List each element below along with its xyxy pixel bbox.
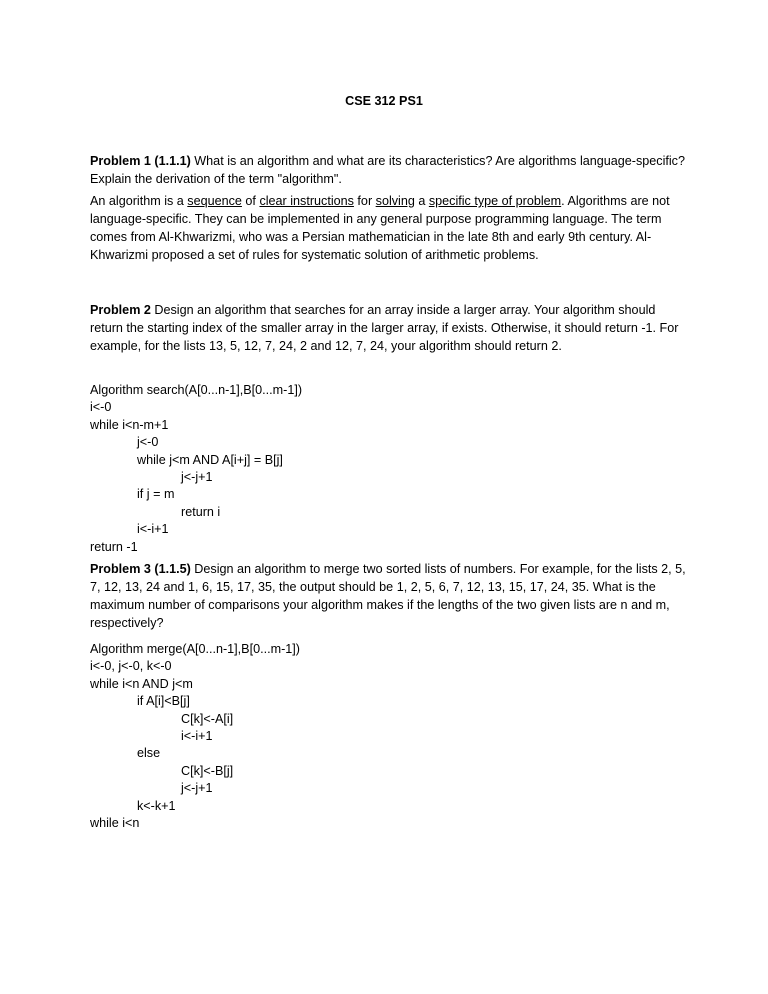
problem-3-pseudocode <box>90 641 300 832</box>
problem-3-label: Problem 3 (1.1.5) <box>90 562 191 576</box>
code-line: else <box>137 746 161 761</box>
underlined-text: solving <box>375 194 415 208</box>
answer-text: a <box>414 194 429 208</box>
code-line: j<-j+1 <box>181 470 213 485</box>
underlined-text: clear instructions <box>259 194 354 208</box>
underlined-text: sequence <box>187 194 242 208</box>
code-line: while i<n AND j<m <box>90 676 193 691</box>
code-line: C[k]<-A[i] <box>181 711 234 726</box>
code-line: i<-0 <box>90 400 112 415</box>
problem-3-text: Design an algorithm to merge two sorted lists of numbers. For example, for the lists 2, 5, 7, 12, 13, 24 and 1, 6, 15, 17, 35, the output should be 1, 2, 5, 6, 7, 12, 13, 15, 17, 24, 35. What is the maximum number of comparisons your algorithm makes if the lengths of the two given lists are n and m, respectively? <box>90 562 686 630</box>
code-line: if j = m <box>137 487 175 502</box>
code-line: i<-0, j<-0, k<-0 <box>90 659 172 674</box>
problem-3-question <box>90 560 690 632</box>
document-title: CSE 312 PS1 <box>345 94 423 108</box>
problem-2-label: Problem 2 <box>90 303 151 317</box>
answer-text: for <box>353 194 376 208</box>
code-line: i<-i+1 <box>181 729 213 744</box>
problem-1-answer <box>90 192 690 264</box>
code-line: C[k]<-B[j] <box>181 763 234 778</box>
problem-1-question <box>90 152 690 188</box>
problem-1-label: Problem 1 (1.1.1) <box>90 154 191 168</box>
code-line: i<-i+1 <box>137 522 169 537</box>
answer-text: . Algorithms are not language-specific. They can be implemented in any general purpose programming language. The term comes from Al-Khwarizmi, who was a Persian mathematician in the late 8th and early 9th century. Al-Khwarizmi proposed a set of rules for systematic solution of arithmetic problems. <box>90 194 670 262</box>
code-line: return -1 <box>90 539 138 554</box>
answer-text: An algorithm is a <box>90 194 188 208</box>
code-line: j<-0 <box>137 435 159 450</box>
answer-text: of <box>241 194 260 208</box>
code-line: Algorithm merge(A[0...n-1],B[0...m-1]) <box>90 642 300 656</box>
problem-2-text: Design an algorithm that searches for an array inside a larger array. Your algorithm should return the starting index of the smaller array in the larger array, if exists. Otherwise, it should return -1. For example, for the lists 13, 5, 12, 7, 24, 2 and 12, 7, 24, your algorithm should return 2. <box>90 303 679 353</box>
problem-2-pseudocode <box>90 382 302 556</box>
code-line: while i<n-m+1 <box>90 417 169 432</box>
code-line: if A[i]<B[j] <box>137 694 190 709</box>
code-line: Algorithm search(A[0...n-1],B[0...m-1]) <box>90 383 303 397</box>
code-line: return i <box>181 504 221 519</box>
problem-2-question <box>90 301 690 355</box>
code-line: while j<m AND A[i+j] = B[j] <box>137 452 283 467</box>
problem-1-text: What is an algorithm and what are its characteristics? Are algorithms language-specific? Explain the derivation of the term "algorithm". <box>90 154 685 186</box>
code-line: while i<n <box>90 816 140 831</box>
code-line: j<-j+1 <box>181 781 213 796</box>
underlined-text: specific type of problem <box>428 194 562 208</box>
code-line: k<-k+1 <box>137 798 176 813</box>
